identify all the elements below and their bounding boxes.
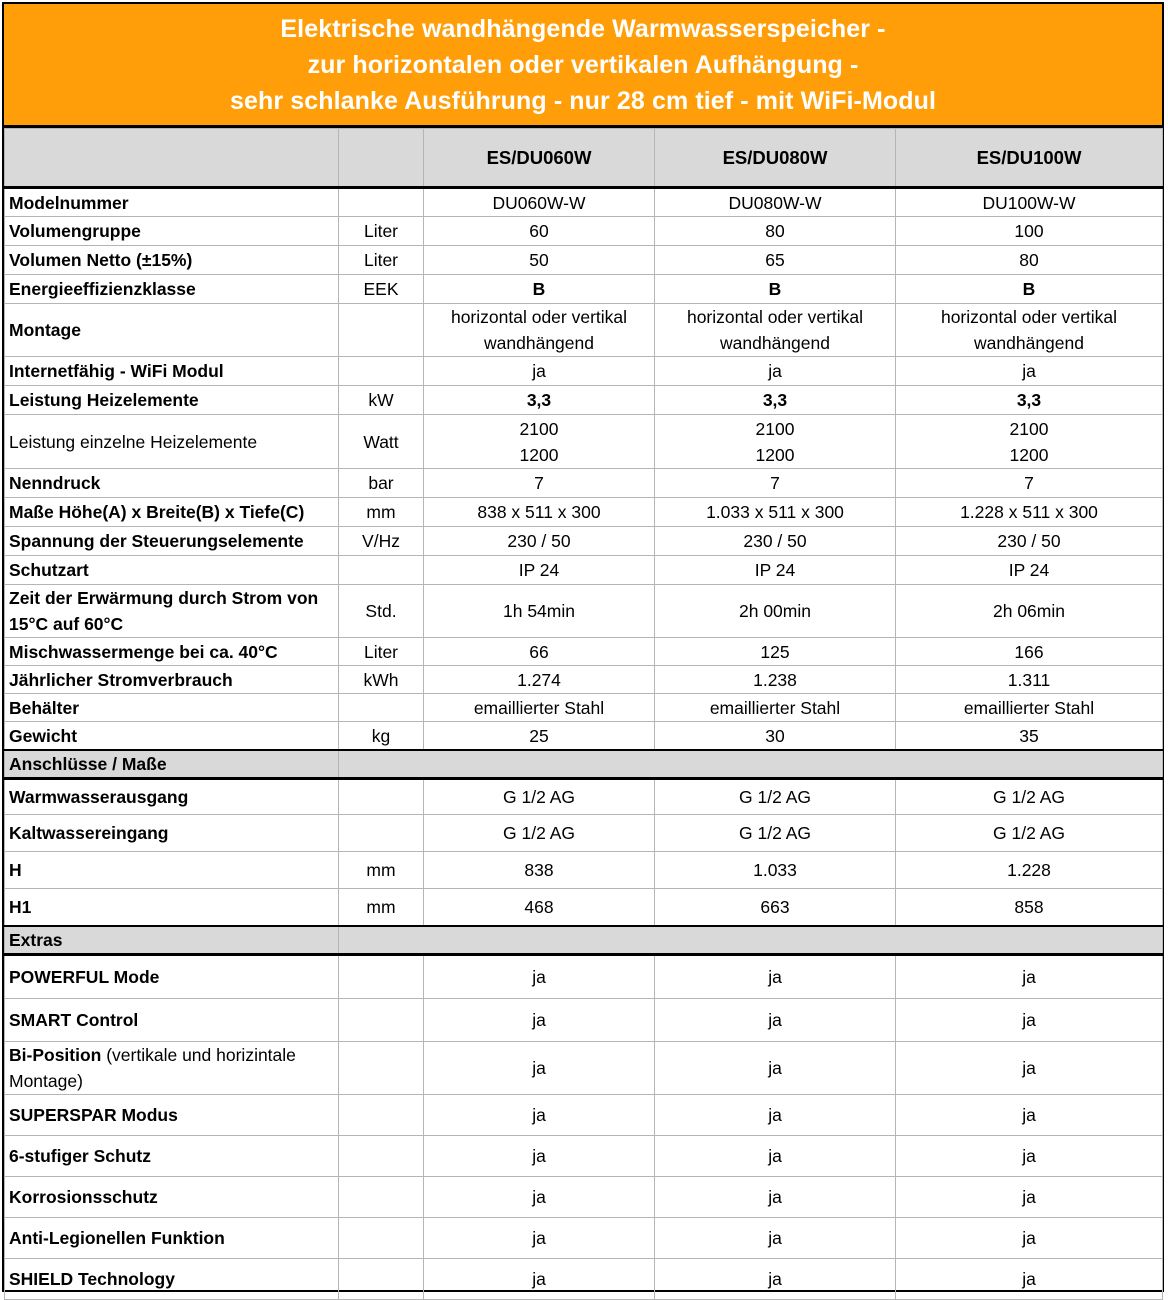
spec-value-text: 80 xyxy=(1019,250,1039,270)
connection-value: G 1/2 AG xyxy=(424,779,655,815)
extra-label xyxy=(5,1218,339,1259)
spec-row xyxy=(5,188,1163,217)
spec-value-text: DU060W-W xyxy=(492,192,586,213)
extra-label-text: Korrosionsschutz xyxy=(9,1187,158,1207)
spec-value-text: 3,3 xyxy=(526,390,552,410)
spec-value-text: 2h 00min xyxy=(739,601,811,621)
connection-value: G 1/2 AG xyxy=(655,779,896,815)
header-empty-cell xyxy=(5,129,339,188)
spec-value xyxy=(896,217,1163,246)
spec-value-text: emaillierter Stahl xyxy=(963,697,1095,718)
extra-label-text: POWERFUL Mode xyxy=(9,967,160,987)
spec-value-text: 7 xyxy=(534,473,544,493)
spec-value xyxy=(424,527,655,556)
extra-value: ja xyxy=(655,1042,896,1095)
extra-label xyxy=(5,1042,339,1095)
extra-row xyxy=(5,1218,1163,1259)
spec-value-text: DU080W-W xyxy=(728,192,822,213)
spec-value xyxy=(424,246,655,275)
header-unit-cell xyxy=(339,129,424,188)
title-line-1: Elektrische wandhängende Warmwasserspeicher - xyxy=(280,14,886,43)
extra-value: ja xyxy=(655,999,896,1042)
extra-unit xyxy=(339,999,424,1042)
spec-row xyxy=(5,415,1163,469)
extra-value: ja xyxy=(424,999,655,1042)
spec-value-text: 230 / 50 xyxy=(507,531,571,551)
extras-section-header xyxy=(5,926,1163,955)
spec-label xyxy=(5,304,339,357)
spec-value-text: 1.311 xyxy=(1007,669,1051,690)
extra-value: ja xyxy=(655,955,896,999)
connection-unit xyxy=(339,779,424,815)
spec-unit: kWh xyxy=(339,666,424,694)
spec-value xyxy=(424,694,655,722)
connection-row xyxy=(5,779,1163,815)
spec-value xyxy=(424,217,655,246)
extra-label-text-2: Montage) xyxy=(9,1071,83,1091)
spec-row xyxy=(5,638,1163,666)
spec-label xyxy=(5,556,339,585)
title-line-2: zur horizontalen oder vertikalen Aufhängung - xyxy=(307,50,859,79)
spec-value-text: emaillierter Stahl xyxy=(709,697,841,718)
model-header: ES/DU080W xyxy=(655,129,896,188)
extra-unit xyxy=(339,955,424,999)
spec-unit: Std. xyxy=(339,585,424,638)
spec-label-text: Montage xyxy=(9,320,81,340)
spec-label xyxy=(5,188,339,217)
spec-value xyxy=(655,217,896,246)
extra-value: ja xyxy=(655,1136,896,1177)
spec-value-text: horizontal oder vertikal xyxy=(686,307,864,327)
spec-value-text: ja xyxy=(532,361,546,381)
extra-unit xyxy=(339,1218,424,1259)
extra-value: ja xyxy=(896,999,1163,1042)
spec-value-text: horizontal oder vertikal xyxy=(940,307,1118,327)
extra-label-suffix: (vertikale und horizintale xyxy=(101,1045,296,1065)
spec-label-text: Zeit der Erwärmung durch Strom von xyxy=(9,588,319,608)
spec-value xyxy=(655,666,896,694)
extra-label-text: Anti-Legionellen Funktion xyxy=(9,1228,225,1248)
spec-value-text-2: 1200 xyxy=(1009,444,1049,465)
spec-value-text: 7 xyxy=(770,473,780,493)
spec-label xyxy=(5,246,339,275)
section-title: Extras xyxy=(5,926,339,955)
connection-row xyxy=(5,852,1163,889)
spec-label-text: Spannung der Steuerungselemente xyxy=(9,531,304,551)
spec-label xyxy=(5,722,339,751)
spec-value-text: 3,3 xyxy=(1016,390,1042,410)
spec-unit: Liter xyxy=(339,246,424,275)
spec-row xyxy=(5,386,1163,415)
spec-value-text: 230 / 50 xyxy=(997,531,1061,551)
spec-value xyxy=(655,304,896,357)
extra-label xyxy=(5,1095,339,1136)
spec-unit: EEK xyxy=(339,275,424,304)
spec-value-text: IP 24 xyxy=(518,560,560,580)
spec-value xyxy=(655,638,896,666)
spec-value xyxy=(424,498,655,527)
spec-label xyxy=(5,415,339,469)
extra-row xyxy=(5,1136,1163,1177)
title-line-3: sehr schlanke Ausführung - nur 28 cm tief - mit WiFi-Modul xyxy=(229,86,937,115)
spec-value xyxy=(896,275,1163,304)
connection-value: 468 xyxy=(424,889,655,927)
spec-value-text: 230 / 50 xyxy=(743,531,807,551)
spec-value xyxy=(424,722,655,751)
spec-value xyxy=(424,304,655,357)
extra-unit xyxy=(339,1095,424,1136)
extra-value: ja xyxy=(655,1259,896,1300)
spec-value-text: IP 24 xyxy=(754,560,796,580)
spec-value xyxy=(424,415,655,469)
spec-value xyxy=(424,666,655,694)
spec-unit xyxy=(339,556,424,585)
spec-row xyxy=(5,585,1163,638)
connection-unit: mm xyxy=(339,852,424,889)
extra-value: ja xyxy=(655,1095,896,1136)
spec-label-text: Mischwassermenge bei ca. 40°C xyxy=(9,641,278,662)
spec-value xyxy=(424,556,655,585)
spec-value xyxy=(424,275,655,304)
spec-value-text: 30 xyxy=(765,725,785,746)
spec-label-text: Maße Höhe(A) x Breite(B) x Tiefe(C) xyxy=(9,502,305,522)
spec-value-text: 7 xyxy=(1024,473,1034,493)
spec-row xyxy=(5,357,1163,386)
extra-label-text: SMART Control xyxy=(9,1010,139,1030)
spec-value-text: 1h 54min xyxy=(503,601,575,621)
extra-value: ja xyxy=(896,1218,1163,1259)
extra-label-text: SUPERSPAR Modus xyxy=(9,1105,178,1125)
extra-unit xyxy=(339,1259,424,1300)
spec-value xyxy=(896,357,1163,386)
spec-unit: V/Hz xyxy=(339,527,424,556)
spec-label xyxy=(5,527,339,556)
spec-unit: Liter xyxy=(339,638,424,666)
extra-value: ja xyxy=(424,1218,655,1259)
extra-label xyxy=(5,1177,339,1218)
spec-label-text: Jährlicher Stromverbrauch xyxy=(9,669,233,690)
extra-row xyxy=(5,999,1163,1042)
spec-label xyxy=(5,666,339,694)
spec-value-text: 1.274 xyxy=(517,669,561,690)
connection-row xyxy=(5,815,1163,852)
spec-value xyxy=(896,666,1163,694)
extra-value: ja xyxy=(424,1042,655,1095)
spec-sheet xyxy=(2,2,1164,1292)
spec-label-text: Behälter xyxy=(9,697,80,718)
spec-value xyxy=(896,304,1163,357)
extra-value: ja xyxy=(896,1177,1163,1218)
spec-value-text: B xyxy=(1022,279,1036,299)
spec-value-text: 1.238 xyxy=(753,669,797,690)
spec-value xyxy=(896,386,1163,415)
extra-value: ja xyxy=(424,1095,655,1136)
spec-unit: kW xyxy=(339,386,424,415)
spec-label xyxy=(5,386,339,415)
connection-value: G 1/2 AG xyxy=(896,815,1163,852)
extra-row xyxy=(5,1177,1163,1218)
connection-unit: mm xyxy=(339,889,424,927)
spec-value-text: 2100 xyxy=(519,418,559,439)
spec-value xyxy=(896,556,1163,585)
extra-row xyxy=(5,1259,1163,1300)
extra-label xyxy=(5,1136,339,1177)
model-header: ES/DU060W xyxy=(424,129,655,188)
spec-label-text: Leistung einzelne Heizelemente xyxy=(9,431,258,452)
spec-value-text: ja xyxy=(768,361,782,381)
spec-unit: Watt xyxy=(339,415,424,469)
spec-value xyxy=(655,498,896,527)
spec-row xyxy=(5,694,1163,722)
spec-label-text: Gewicht xyxy=(9,725,78,746)
connection-value: G 1/2 AG xyxy=(655,815,896,852)
spec-table-body xyxy=(5,129,1163,1300)
spec-unit: bar xyxy=(339,469,424,498)
spec-row xyxy=(5,246,1163,275)
model-header-row xyxy=(5,129,1163,188)
spec-row xyxy=(5,304,1163,357)
spec-value xyxy=(655,694,896,722)
extra-unit xyxy=(339,1177,424,1218)
extra-value: ja xyxy=(896,1042,1163,1095)
spec-value xyxy=(655,585,896,638)
spec-value xyxy=(896,469,1163,498)
extra-row xyxy=(5,1095,1163,1136)
spec-value-text: 2h 06min xyxy=(993,601,1065,621)
spec-label xyxy=(5,469,339,498)
spec-value xyxy=(655,188,896,217)
spec-label-text: Volumengruppe xyxy=(9,221,141,241)
spec-value-text: ja xyxy=(1022,361,1036,381)
connection-label: Warmwasserausgang xyxy=(5,779,339,815)
spec-row xyxy=(5,666,1163,694)
extra-label-text: Bi-Position xyxy=(9,1045,102,1065)
spec-value xyxy=(655,386,896,415)
spec-value xyxy=(424,585,655,638)
spec-value xyxy=(896,527,1163,556)
spec-value-text: 1.228 x 511 x 300 xyxy=(960,502,1098,522)
extra-value: ja xyxy=(424,1136,655,1177)
spec-label xyxy=(5,638,339,666)
spec-value-text: 100 xyxy=(1014,221,1044,241)
spec-row xyxy=(5,469,1163,498)
spec-value-text: IP 24 xyxy=(1008,560,1050,580)
spec-label xyxy=(5,275,339,304)
extra-row xyxy=(5,955,1163,999)
extra-unit xyxy=(339,1042,424,1095)
extra-value: ja xyxy=(896,1136,1163,1177)
spec-value xyxy=(896,638,1163,666)
spec-label-text: Internetfähig - WiFi Modul xyxy=(9,361,224,381)
connection-value: 1.228 xyxy=(896,852,1163,889)
connection-row xyxy=(5,889,1163,927)
spec-value xyxy=(655,469,896,498)
spec-unit xyxy=(339,694,424,722)
spec-value xyxy=(655,527,896,556)
spec-value xyxy=(655,246,896,275)
spec-label xyxy=(5,585,339,638)
connection-label: Kaltwassereingang xyxy=(5,815,339,852)
spec-value xyxy=(424,188,655,217)
connection-value: G 1/2 AG xyxy=(896,779,1163,815)
spec-row xyxy=(5,217,1163,246)
spec-unit: kg xyxy=(339,722,424,751)
extra-label-text: SHIELD Technology xyxy=(9,1269,175,1289)
spec-value-text: 1.033 x 511 x 300 xyxy=(706,502,844,522)
spec-value xyxy=(896,188,1163,217)
sheet-title xyxy=(4,4,1162,128)
spec-value-text-2: 1200 xyxy=(519,444,559,465)
spec-table xyxy=(4,128,1163,1300)
extra-value: ja xyxy=(424,1259,655,1300)
section-filler xyxy=(339,926,1163,955)
spec-row xyxy=(5,527,1163,556)
spec-unit: mm xyxy=(339,498,424,527)
extra-value: ja xyxy=(655,1218,896,1259)
spec-value-text: 2100 xyxy=(1009,418,1049,439)
spec-unit xyxy=(339,188,424,217)
extra-label xyxy=(5,1259,339,1300)
extra-value: ja xyxy=(424,1177,655,1218)
spec-value-text: DU100W-W xyxy=(982,192,1076,213)
spec-value-text: B xyxy=(768,279,782,299)
spec-value xyxy=(896,246,1163,275)
spec-value-text: horizontal oder vertikal xyxy=(450,307,628,327)
spec-value xyxy=(424,386,655,415)
spec-value-text: 25 xyxy=(529,725,549,746)
spec-value xyxy=(896,585,1163,638)
extra-row xyxy=(5,1042,1163,1095)
connections-section-header xyxy=(5,750,1163,779)
spec-label xyxy=(5,498,339,527)
spec-value-text: emaillierter Stahl xyxy=(473,697,605,718)
connection-value: 838 xyxy=(424,852,655,889)
section-filler xyxy=(339,750,1163,779)
extra-unit xyxy=(339,1136,424,1177)
connection-unit xyxy=(339,815,424,852)
spec-unit xyxy=(339,304,424,357)
spec-label xyxy=(5,357,339,386)
connection-value: 858 xyxy=(896,889,1163,927)
extra-value: ja xyxy=(896,955,1163,999)
spec-value xyxy=(655,357,896,386)
connection-value: G 1/2 AG xyxy=(424,815,655,852)
spec-label-text: Leistung Heizelemente xyxy=(9,390,199,410)
spec-value xyxy=(424,469,655,498)
spec-row xyxy=(5,722,1163,751)
model-header: ES/DU100W xyxy=(896,129,1163,188)
spec-unit: Liter xyxy=(339,217,424,246)
spec-value-text: 80 xyxy=(765,221,785,241)
spec-row xyxy=(5,498,1163,527)
spec-label xyxy=(5,217,339,246)
spec-row xyxy=(5,556,1163,585)
spec-value-text-2: wandhängend xyxy=(720,333,830,353)
spec-value xyxy=(896,722,1163,751)
spec-value-text-2: wandhängend xyxy=(484,333,594,353)
spec-value xyxy=(424,638,655,666)
spec-unit xyxy=(339,357,424,386)
connection-value: 1.033 xyxy=(655,852,896,889)
spec-value-text: 838 x 511 x 300 xyxy=(477,502,601,522)
connection-label: H xyxy=(5,852,339,889)
spec-label-text: Modelnummer xyxy=(9,192,129,213)
spec-label-text: Energieeffizienzklasse xyxy=(9,279,196,299)
extra-value: ja xyxy=(424,955,655,999)
spec-label-text-2: 15°C auf 60°C xyxy=(9,614,124,634)
spec-value xyxy=(424,357,655,386)
spec-value-text: 35 xyxy=(1019,725,1039,746)
spec-value-text: 60 xyxy=(529,221,549,241)
spec-label-text: Schutzart xyxy=(9,560,89,580)
spec-value-text: 50 xyxy=(529,250,549,270)
spec-value xyxy=(896,498,1163,527)
spec-label-text: Nenndruck xyxy=(9,473,101,493)
spec-value xyxy=(896,415,1163,469)
section-title: Anschlüsse / Maße xyxy=(5,750,339,779)
extra-value: ja xyxy=(655,1177,896,1218)
connection-label: H1 xyxy=(5,889,339,927)
spec-value xyxy=(655,722,896,751)
spec-value-text: 65 xyxy=(765,250,785,270)
spec-value-text: B xyxy=(532,279,546,299)
spec-value-text: 66 xyxy=(529,641,549,662)
extra-value: ja xyxy=(896,1259,1163,1300)
spec-value-text: 3,3 xyxy=(762,390,788,410)
spec-value-text: 125 xyxy=(760,641,790,662)
spec-value-text-2: 1200 xyxy=(755,444,795,465)
spec-value-text: 2100 xyxy=(755,418,795,439)
spec-label-text: Volumen Netto (±15%) xyxy=(9,250,193,270)
spec-value xyxy=(655,275,896,304)
spec-value-text: 166 xyxy=(1014,641,1044,662)
extra-label xyxy=(5,999,339,1042)
spec-label xyxy=(5,694,339,722)
extra-label xyxy=(5,955,339,999)
extra-label-text: 6-stufiger Schutz xyxy=(9,1146,151,1166)
spec-value xyxy=(655,415,896,469)
spec-row xyxy=(5,275,1163,304)
spec-value xyxy=(655,556,896,585)
connection-value: 663 xyxy=(655,889,896,927)
spec-value-text-2: wandhängend xyxy=(974,333,1084,353)
spec-value xyxy=(896,694,1163,722)
extra-value: ja xyxy=(896,1095,1163,1136)
